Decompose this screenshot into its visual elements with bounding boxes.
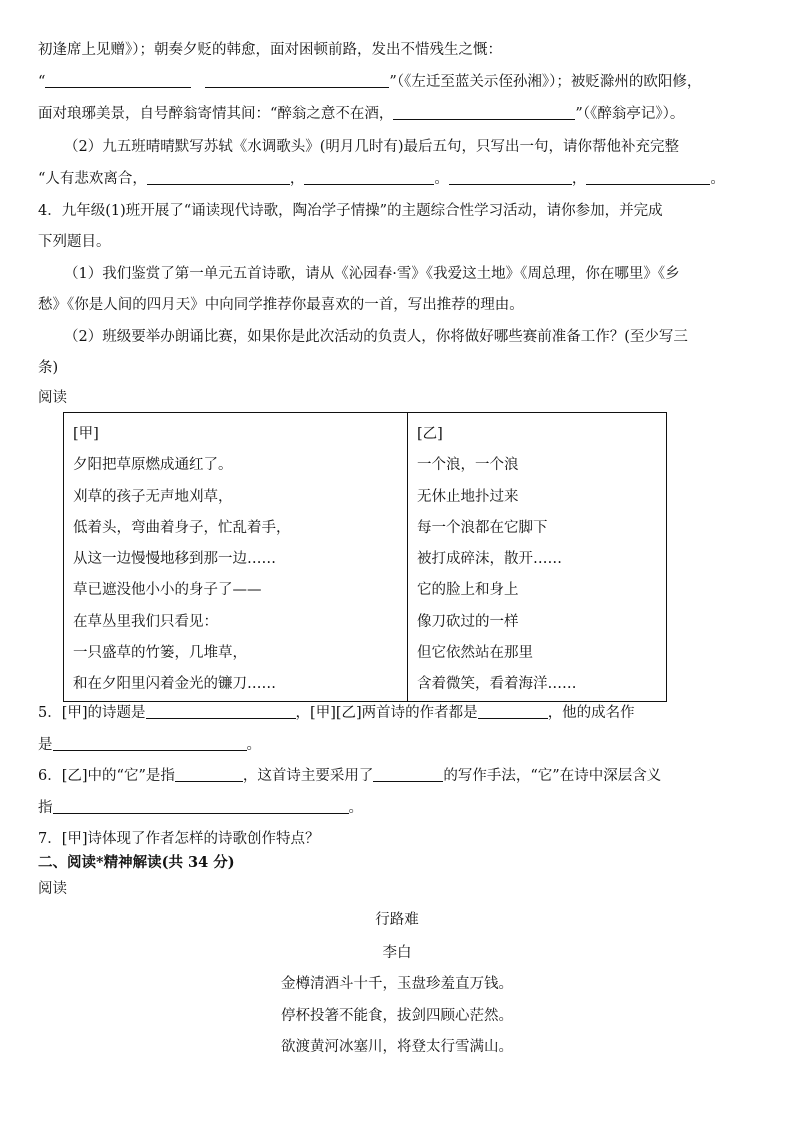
q3-sub2-blanks: “人有悲欢离合， ， 。 ， 。	[38, 171, 725, 187]
q3-open-quote: “	[38, 74, 46, 90]
poem-comparison-table	[63, 412, 667, 702]
poem-jia-line: 一只盛草的竹篓，几堆草，	[73, 645, 247, 662]
section-2-heading: 二、阅读*精神解读(共 34 分)	[38, 854, 235, 871]
poem-yi-line: 含着微笑，看着海洋……	[417, 676, 577, 693]
q3-sub2: （2）九五班晴晴默写苏轼《水调歌头》(明月几时有)最后五句，只写出一句，请你帮他补充完整	[64, 139, 680, 155]
poem-jia-line: 夕阳把草原燃成通红了。	[73, 457, 233, 474]
poem-yi-line: 每一个浪都在它脚下	[417, 519, 548, 536]
poem-jia-line: 从这一边慢慢地移到那一边……	[73, 551, 276, 568]
poem-jia-line: 草已遮没他小小的身子了——	[73, 582, 262, 599]
poem-yi-line: 被打成碎沫，散开……	[417, 551, 562, 568]
poem-jia-line: 低着头，弯曲着身子，忙乱着手，	[73, 519, 291, 536]
poem-yi-line: 无休止地扑过来	[417, 488, 519, 505]
poem-yi-line: 像刀砍过的一样	[417, 613, 519, 630]
reading-label: 阅读	[38, 390, 67, 406]
q5-line-2: 是 。	[38, 737, 261, 753]
poem-jia-tag: [甲]	[73, 426, 99, 442]
q4-sub2-b: 条)	[38, 360, 59, 376]
q4-sub2-a: （2）班级要举办朗诵比赛，如果你是此次活动的负责人，你将做好哪些赛前准备工作？(至少写三	[64, 329, 688, 345]
q3-line-2	[38, 72, 701, 92]
poem-jia-line: 刈草的孩子无声地刈草，	[73, 488, 233, 505]
q3-line-2-text: ”（《左迁至蓝关示侄孙湘》）；被贬滁州的欧阳修，	[389, 74, 702, 90]
q5-line-1: 5．[甲]的诗题是 ，[甲][乙]两首诗的作者都是 ，他的成名作	[38, 705, 635, 721]
poem-title: 行路难	[375, 912, 419, 928]
q4-sub1-b: 愁》《你是人间的四月天》中向同学推荐你最喜欢的一首，写出推荐的理由。	[38, 297, 524, 313]
poem-yi-tag: [乙]	[417, 426, 443, 442]
poem-line: 停杯投箸不能食，拔剑四顾心茫然。	[281, 1008, 513, 1024]
poem-jia-line: 和在夕阳里闪着金光的镰刀……	[73, 676, 276, 693]
fill-blank[interactable]	[205, 72, 389, 88]
fill-blank[interactable]	[478, 703, 548, 719]
poem-yi-line: 它的脸上和身上	[417, 582, 519, 599]
q4-sub1-a: （1）我们鉴赏了第一单元五首诗歌，请从《沁园春·雪》《我爱这土地》《周总理，你在哪里》《乡	[64, 266, 680, 282]
poem-author: 李白	[382, 945, 412, 961]
fill-blank[interactable]	[45, 72, 191, 88]
q6-line-1: 6．[乙]中的“它”是指 ，这首诗主要采用了 的写作手法，“它”在诗中深层含义	[38, 768, 662, 784]
fill-blank[interactable]	[393, 104, 575, 120]
q4-line-1: 4．九年级(1)班开展了“诵读现代诗歌，陶冶学子情操”的主题综合性学习活动，请你参加，并完成	[38, 203, 663, 219]
poem-yi-line: 但它依然站在那里	[417, 645, 533, 662]
q7: 7．[甲]诗体现了作者怎样的诗歌创作特点？	[38, 831, 320, 847]
q3-line-1: 初逢席上见赠》）；朝奏夕贬的韩愈，面对困顿前路，发出不惜残生之慨：	[38, 42, 502, 58]
fill-blank[interactable]	[175, 766, 243, 782]
fill-blank[interactable]	[586, 169, 710, 185]
fill-blank[interactable]	[53, 735, 247, 751]
reading-label-2: 阅读	[38, 881, 67, 897]
fill-blank[interactable]	[146, 703, 296, 719]
fill-blank[interactable]	[147, 169, 290, 185]
q3-line-3	[38, 104, 684, 124]
fill-blank[interactable]	[304, 169, 434, 185]
poem-yi-cell	[408, 413, 667, 702]
poem-yi-line: 一个浪，一个浪	[417, 457, 519, 474]
fill-blank[interactable]	[373, 766, 443, 782]
q4-line-2: 下列题目。	[38, 234, 111, 250]
q3-line-3-text: 面对琅琊美景，自号醉翁寄情其间：“醉翁之意不在酒，	[38, 106, 394, 122]
q3-line-3-end: ”（《醉翁亭记》）。	[575, 106, 685, 122]
q6-line-2: 指 。	[38, 800, 363, 816]
poem-jia-cell	[64, 413, 408, 702]
poem-line: 欲渡黄河冰塞川，将登太行雪满山。	[281, 1039, 513, 1055]
fill-blank[interactable]	[53, 798, 349, 814]
fill-blank[interactable]	[449, 169, 572, 185]
poem-line: 金樽清酒斗十千，玉盘珍羞直万钱。	[281, 976, 513, 992]
poem-jia-line: 在草丛里我们只看见：	[73, 613, 218, 630]
